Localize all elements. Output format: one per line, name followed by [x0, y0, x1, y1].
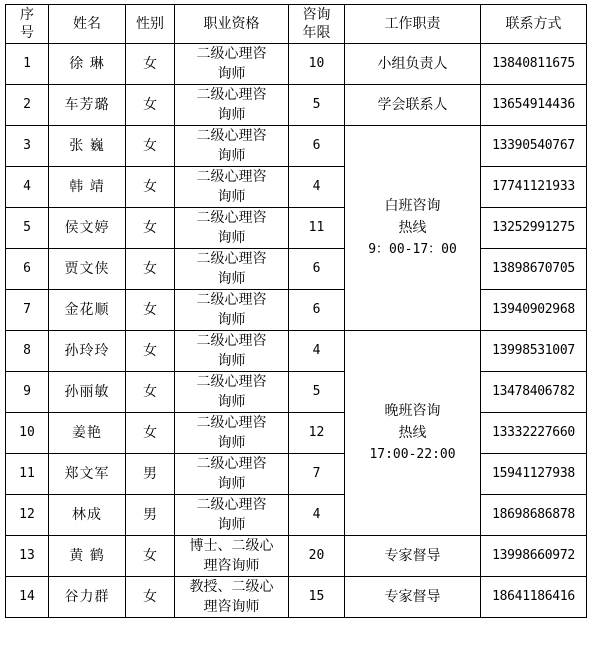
cell-no: 12: [6, 495, 49, 536]
cell-qualification: 二级心理咨 询师: [175, 167, 289, 208]
table-row: [6, 413, 587, 454]
cell-name: 孙丽敏: [49, 372, 126, 413]
cell-qualification: 二级心理咨 询师: [175, 85, 289, 126]
cell-gender: 女: [126, 167, 175, 208]
table-row: [6, 372, 587, 413]
table-row: [6, 331, 587, 372]
cell-years: 6: [289, 126, 345, 167]
cell-name: 金花顺: [49, 290, 126, 331]
cell-name: 孙玲玲: [49, 331, 126, 372]
cell-qualification: 教授、二级心 理咨询师: [175, 577, 289, 618]
cell-phone: 13840811675: [481, 44, 587, 85]
header-name: 姓名: [49, 5, 126, 44]
cell-duty-night-shift: 晚班咨询 热线 17:00-22:00: [345, 331, 481, 536]
cell-phone: 18641186416: [481, 577, 587, 618]
cell-phone: 13898670705: [481, 249, 587, 290]
cell-name: 谷力群: [49, 577, 126, 618]
table-row: [6, 126, 587, 167]
cell-no: 11: [6, 454, 49, 495]
counselor-table: [5, 4, 587, 618]
cell-no: 13: [6, 536, 49, 577]
cell-qualification: 二级心理咨 询师: [175, 331, 289, 372]
cell-no: 3: [6, 126, 49, 167]
cell-years: 4: [289, 167, 345, 208]
cell-no: 2: [6, 85, 49, 126]
cell-no: 4: [6, 167, 49, 208]
cell-gender: 男: [126, 495, 175, 536]
cell-name: 徐 琳: [49, 44, 126, 85]
cell-name: 贾文侠: [49, 249, 126, 290]
cell-qualification: 二级心理咨 询师: [175, 454, 289, 495]
table-row: [6, 208, 587, 249]
cell-phone: 13998660972: [481, 536, 587, 577]
cell-duty-leader: 小组负责人: [345, 44, 481, 85]
table-row: [6, 495, 587, 536]
cell-phone: 13390540767: [481, 126, 587, 167]
cell-gender: 女: [126, 85, 175, 126]
page: [5, 4, 587, 618]
cell-name: 黄 鹤: [49, 536, 126, 577]
cell-gender: 男: [126, 454, 175, 495]
cell-duty-supervisor: 专家督导: [345, 577, 481, 618]
cell-years: 20: [289, 536, 345, 577]
cell-years: 15: [289, 577, 345, 618]
cell-phone: 18698686878: [481, 495, 587, 536]
cell-no: 14: [6, 577, 49, 618]
cell-duty-day-shift: 白班咨询 热线 9：00-17：00: [345, 126, 481, 331]
cell-phone: 13252991275: [481, 208, 587, 249]
cell-gender: 女: [126, 44, 175, 85]
cell-gender: 女: [126, 413, 175, 454]
cell-no: 10: [6, 413, 49, 454]
cell-gender: 女: [126, 249, 175, 290]
table-row: [6, 44, 587, 85]
cell-years: 6: [289, 249, 345, 290]
cell-no: 9: [6, 372, 49, 413]
table-row: [6, 85, 587, 126]
cell-qualification: 二级心理咨 询师: [175, 290, 289, 331]
cell-qualification: 二级心理咨 询师: [175, 495, 289, 536]
table-row: [6, 577, 587, 618]
cell-phone: 17741121933: [481, 167, 587, 208]
cell-name: 侯文婷: [49, 208, 126, 249]
cell-phone: 13654914436: [481, 85, 587, 126]
cell-years: 5: [289, 85, 345, 126]
cell-years: 7: [289, 454, 345, 495]
cell-phone: 13478406782: [481, 372, 587, 413]
header-duty: 工作职责: [345, 5, 481, 44]
cell-gender: 女: [126, 536, 175, 577]
cell-years: 10: [289, 44, 345, 85]
cell-years: 4: [289, 495, 345, 536]
cell-no: 5: [6, 208, 49, 249]
cell-no: 6: [6, 249, 49, 290]
cell-phone: 13332227660: [481, 413, 587, 454]
cell-no: 8: [6, 331, 49, 372]
cell-name: 张 巍: [49, 126, 126, 167]
header-row: [6, 5, 587, 44]
cell-qualification: 二级心理咨 询师: [175, 413, 289, 454]
cell-qualification: 二级心理咨 询师: [175, 372, 289, 413]
cell-qualification: 二级心理咨 询师: [175, 44, 289, 85]
table-row: [6, 249, 587, 290]
cell-no: 7: [6, 290, 49, 331]
cell-qualification: 二级心理咨 询师: [175, 126, 289, 167]
cell-name: 郑文军: [49, 454, 126, 495]
cell-qualification: 二级心理咨 询师: [175, 208, 289, 249]
cell-no: 1: [6, 44, 49, 85]
cell-duty-supervisor: 专家督导: [345, 536, 481, 577]
header-gender: 性别: [126, 5, 175, 44]
header-qualification: 职业资格: [175, 5, 289, 44]
cell-years: 12: [289, 413, 345, 454]
cell-gender: 女: [126, 331, 175, 372]
table-row: [6, 290, 587, 331]
cell-phone: 13940902968: [481, 290, 587, 331]
cell-phone: 13998531007: [481, 331, 587, 372]
cell-qualification: 二级心理咨 询师: [175, 249, 289, 290]
cell-qualification: 博士、二级心 理咨询师: [175, 536, 289, 577]
cell-gender: 女: [126, 372, 175, 413]
table-row: [6, 454, 587, 495]
cell-years: 6: [289, 290, 345, 331]
cell-gender: 女: [126, 126, 175, 167]
cell-gender: 女: [126, 208, 175, 249]
table-row: [6, 167, 587, 208]
cell-name: 韩 靖: [49, 167, 126, 208]
cell-name: 姜艳: [49, 413, 126, 454]
cell-name: 林成: [49, 495, 126, 536]
cell-name: 车芳璐: [49, 85, 126, 126]
cell-years: 11: [289, 208, 345, 249]
table-row: [6, 536, 587, 577]
cell-years: 4: [289, 331, 345, 372]
header-contact: 联系方式: [481, 5, 587, 44]
cell-gender: 女: [126, 290, 175, 331]
header-no: 序 号: [6, 5, 49, 44]
cell-phone: 15941127938: [481, 454, 587, 495]
header-years: 咨询 年限: [289, 5, 345, 44]
cell-duty-liaison: 学会联系人: [345, 85, 481, 126]
cell-gender: 女: [126, 577, 175, 618]
cell-years: 5: [289, 372, 345, 413]
